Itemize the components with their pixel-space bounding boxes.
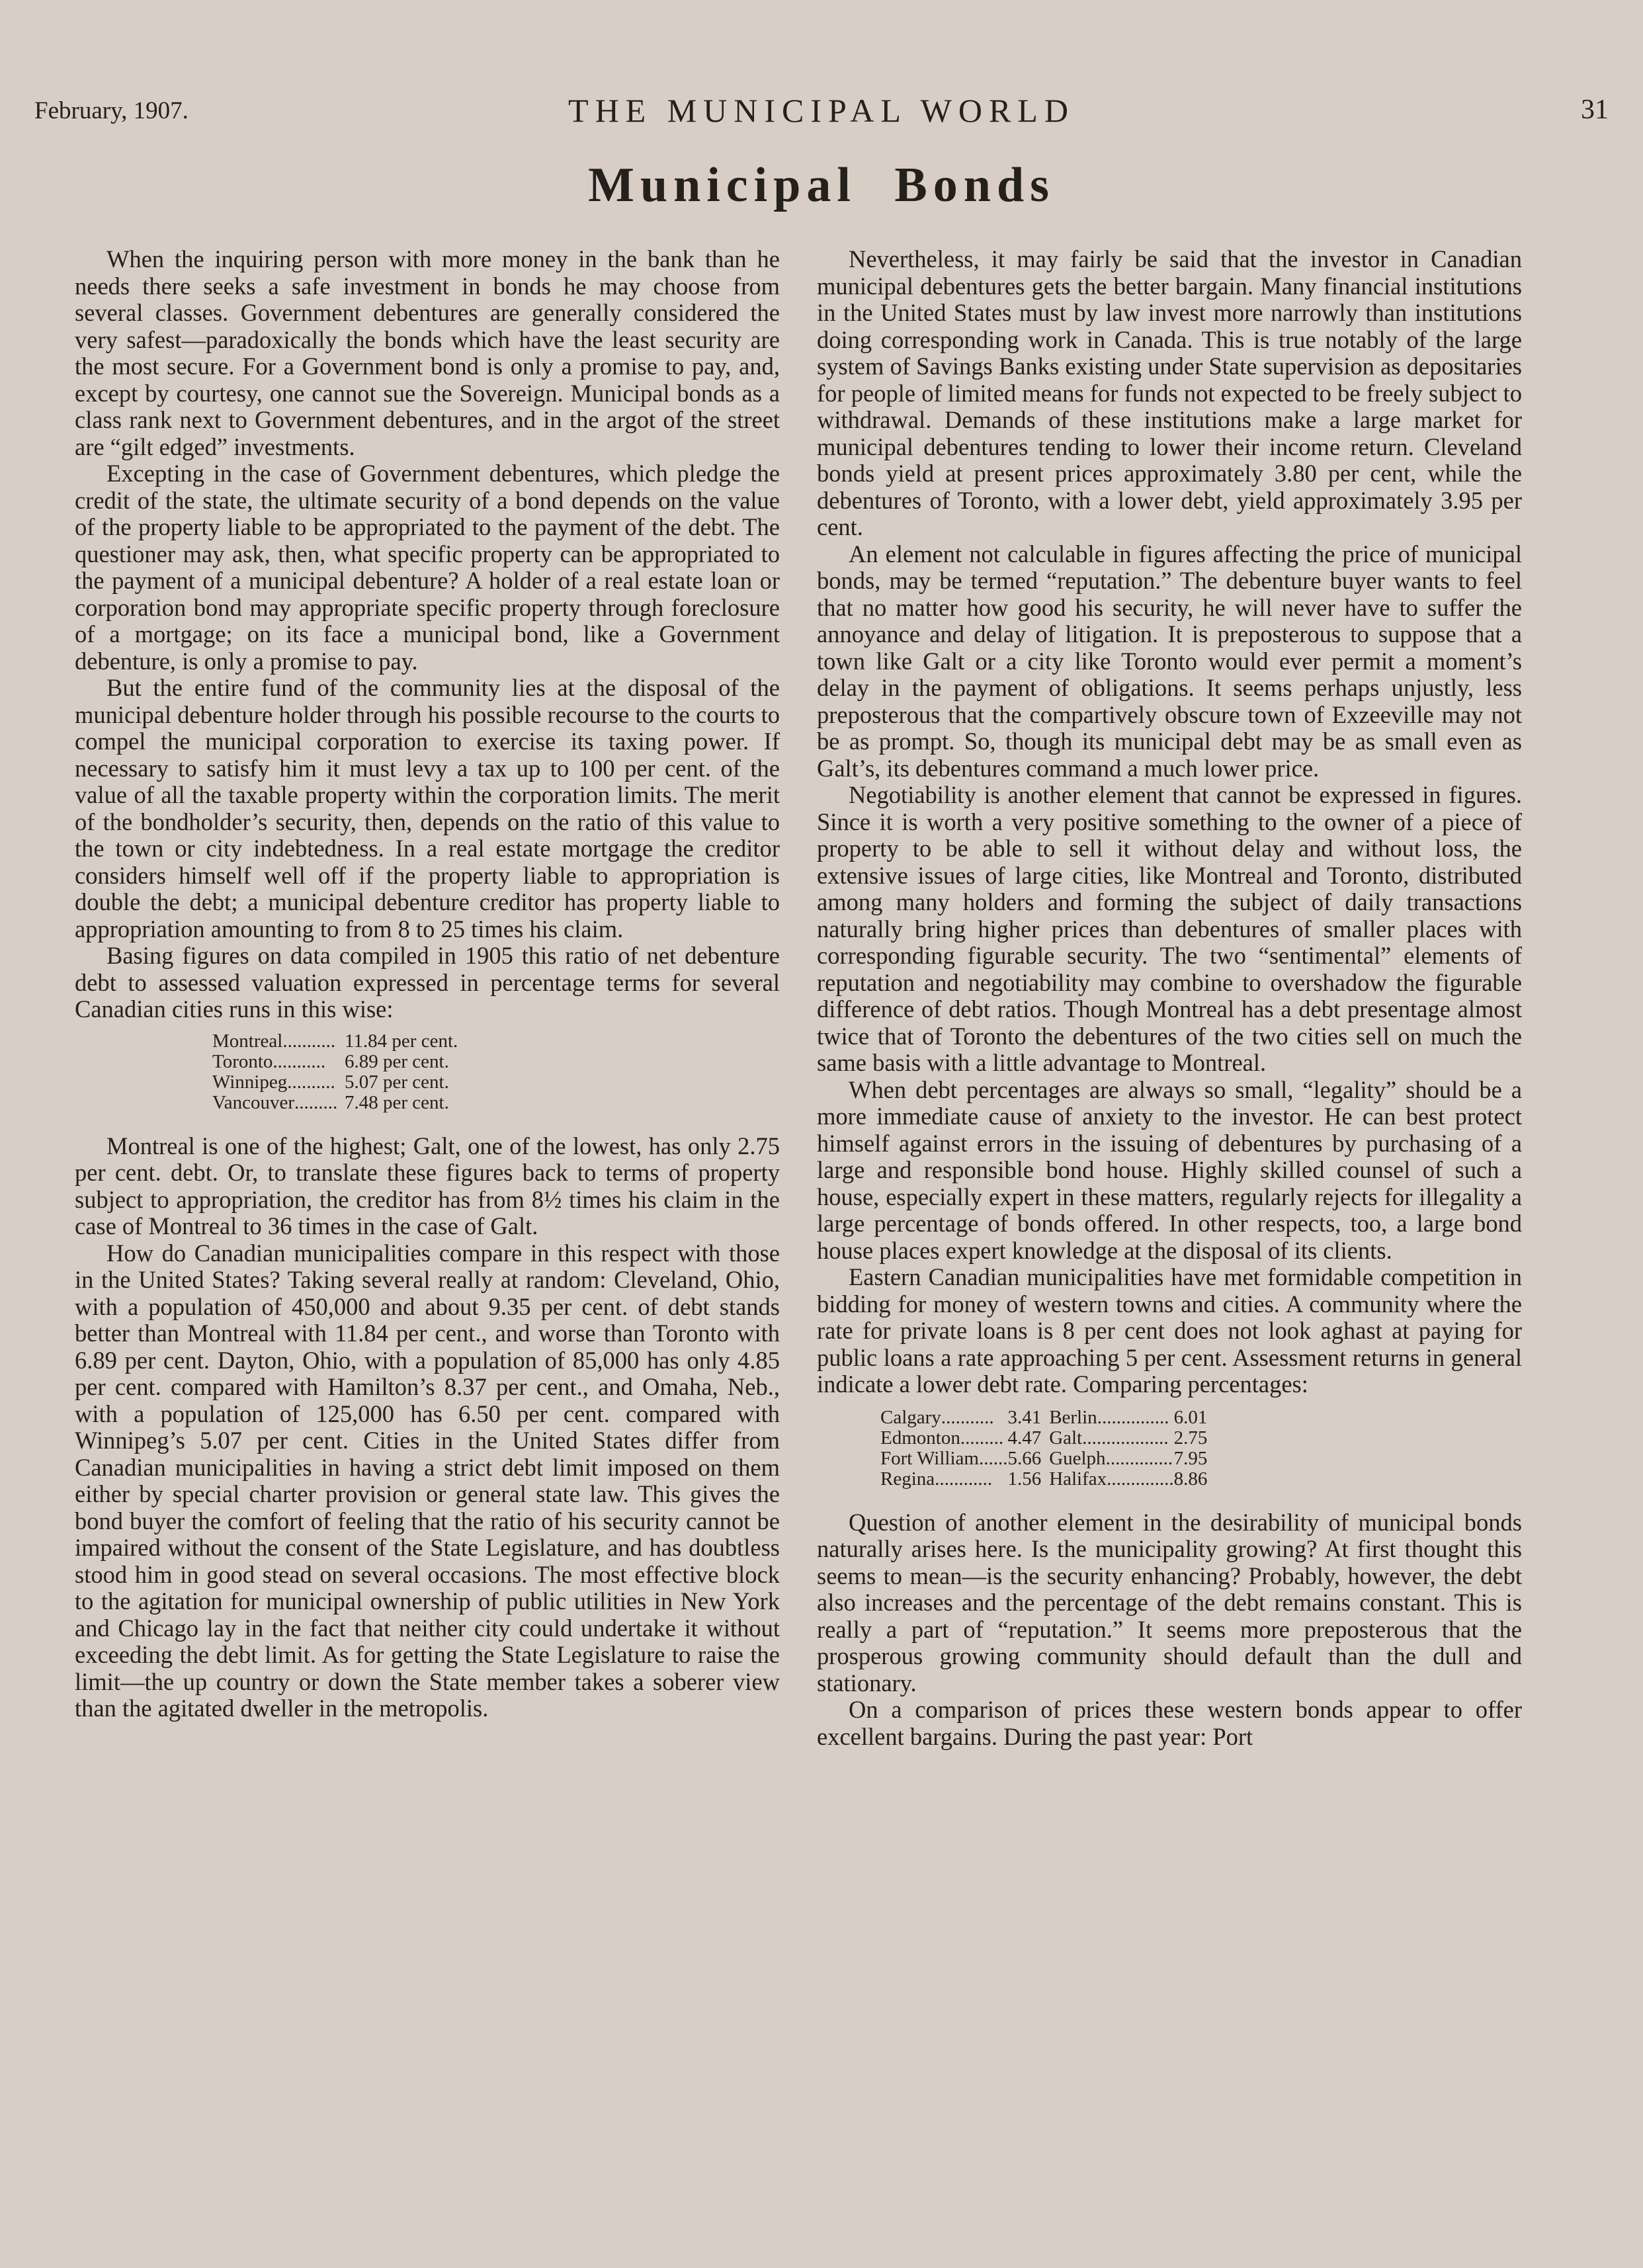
paragraph: When debt percentages are always so small, “legality” should be a more immediate cause of anxiety to the investor. He can best protect himself against errors in the issuing of debentures by purchasing of a large and responsible bond house. Highly skilled counsel of such a house, especially expert in these matters, regularly rejects for illegality a large percentage of bonds offered. In other respects, too, a large bond house places expert knowledge at the disposal of its clients. bbox=[817, 1075, 1522, 1264]
page-number: 31 bbox=[1581, 95, 1609, 125]
table-gap bbox=[1041, 1428, 1049, 1449]
paragraph: Montreal is one of the highest; Galt, one of the lowest, has only 2.75 per cent. debt. Or, to translate these figures back to terms of property subject to appropriation, the creditor has from 8½ times his claim in the case of Montreal to 36 times in the case of Galt. bbox=[75, 1132, 780, 1239]
table-cell-city: Calgary........... bbox=[880, 1406, 994, 1428]
table-cell-value: 11.84 per cent. bbox=[345, 1030, 458, 1052]
table-row bbox=[880, 1469, 1207, 1490]
table-cell-city: Edmonton......... bbox=[880, 1427, 1004, 1449]
table-cell-city: Toronto........... bbox=[212, 1050, 326, 1072]
table-gap bbox=[1041, 1449, 1049, 1469]
paragraph: Negotiability is another element that cannot be expressed in figures. Since it is worth a very positive something to the owner of a piece of property to be able to sell it without delay and without loss, the extensive issues of large cities, like Montreal and Toronto, distributed among many holders and forming the subject of daily transactions naturally bring higher prices than debentures of smaller places with corresponding figurable security. The two “sentimental” elements of reputation and negotiability may combine to overshadow the figurable difference of debt ratios. Though Montreal has a debt presentage almost twice that of Toronto the debentures of the two cities sell on much the same basis with a little advantage to Montreal. bbox=[817, 781, 1522, 1076]
table-row bbox=[212, 1052, 458, 1072]
issue-date: February, 1907. bbox=[34, 97, 189, 124]
paragraph: Eastern Canadian municipalities have met formidable competition in bidding for money of western towns and cities. A community where the rate for private loans is 8 per cent does not look aghast at paying for public loans a rate approaching 5 per cent. Assessment returns in general indicate a lower debt rate. Comparing percentages: bbox=[817, 1263, 1522, 1398]
western-debt-table bbox=[880, 1407, 1207, 1490]
table-row bbox=[880, 1407, 1207, 1428]
paragraph: Basing figures on data compiled in 1905 this ratio of net debenture debt to assessed valuation expressed in percentage terms for several Canadian cities runs in this wise: bbox=[75, 942, 780, 1023]
paragraph: Excepting in the case of Government debentures, which pledge the credit of the state, the ultimate security of a bond depends on the value of the property liable to be appropriated to the payment of the debt. The questioner may ask, then, what specific property can be appropriated to the payment of a municipal debenture? A holder of a real estate loan or corporation bond may appropriate specific property through foreclosure of a mortgage; on its face a municipal bond, like a Government debenture, is only a promise to pay. bbox=[75, 460, 780, 675]
table-cell-city: Fort William...... bbox=[880, 1447, 1008, 1469]
paragraph: When the inquiring person with more money in the bank than he needs there seeks a safe investment in bonds he may choose from several classes. Government debentures are generally considered the very safest—paradoxically the bonds which have the least security are the most secure. For a Government bond is only a promise to pay, and, except by courtesy, one cannot sue the Sovereign. Municipal bonds as a class rank next to Government debentures, and in the argot of the street are “gilt edged” investments. bbox=[75, 245, 780, 460]
table-cell-city: Regina............ bbox=[880, 1468, 993, 1490]
right-column bbox=[817, 246, 1522, 1750]
paragraph: An element not calculable in figures affecting the price of municipal bonds, may be termed “reputation.” The debenture buyer wants to feel that no matter how good his security, he will never have to suffer the annoyance and delay of litigation. It is preposterous to suppose that a town like Galt or a city like Toronto would ever permit a moment’s delay in the payment of obligations. It seems perhaps unjustly, less preposterous that the compartively obscure town of Exzeeville may not be as prompt. So, though its municipal debt may be as small even as Galt’s, its debentures command a much lower price. bbox=[817, 540, 1522, 782]
table-cell-value: 3.41 bbox=[1007, 1406, 1042, 1428]
table-cell-value: 7.95 bbox=[1173, 1447, 1208, 1469]
paragraph: On a comparison of prices these western bonds appear to offer excellent bargains. During the past year: Port bbox=[817, 1696, 1522, 1750]
article-title: Municipal Bonds bbox=[588, 158, 1055, 212]
paragraph: But the entire fund of the community lies at the disposal of the municipal debenture holder through his possible recourse to the courts to compel the municipal corporation to exercise its taxing power. If necessary to satisfy him it must levy a tax up to 100 per cent. of the value of all the taxable property within the corporation limits. The merit of the bondholder’s security, then, depends on the ratio of this value to the town or city indebtedness. In a real estate mortgage the creditor considers himself well off if the property liable to appropriation is double the debt; a municipal debenture creditor has property liable to appropriation amounting to from 8 to 25 times his claim. bbox=[75, 674, 780, 943]
table-row bbox=[212, 1072, 458, 1093]
running-head bbox=[34, 91, 1609, 131]
table-row bbox=[212, 1093, 458, 1113]
table-cell-value: 1.56 bbox=[1007, 1468, 1042, 1490]
table-cell-city: Guelph.............. bbox=[1049, 1447, 1173, 1469]
table-gap bbox=[1041, 1469, 1049, 1490]
paragraph: Nevertheless, it may fairly be said that the investor in Canadian municipal debentures gets the better bargain. Many financial institutions in the United States must by law invest more narrowly than institutions doing corresponding work in Canada. This is true notably of the large system of Savings Banks existing under State supervision as depositaries for people of limited means for funds not expected to be freely subject to withdrawal. Demands of these institutions make a large market for municipal debentures tending to lower their income return. Cleveland bonds yield at present prices approximately 3.80 per cent, while the debentures of Toronto, with a lower debt, yield approximately 3.95 per cent. bbox=[817, 245, 1522, 540]
table-cell-value: 6.01 bbox=[1173, 1406, 1208, 1428]
table-cell-city: Halifax.............. bbox=[1049, 1468, 1174, 1490]
table-cell-city: Vancouver......... bbox=[212, 1091, 338, 1113]
table-row bbox=[880, 1449, 1207, 1469]
table-cell-value: 8.86 bbox=[1173, 1468, 1208, 1490]
table-cell-city: Winnipeg.......... bbox=[212, 1071, 335, 1093]
table-cell-value: 4.47 bbox=[1007, 1427, 1042, 1449]
table-cell-value: 5.66 bbox=[1007, 1447, 1042, 1469]
table-cell-value: 5.07 per cent. bbox=[345, 1071, 449, 1093]
publication-title: THE MUNICIPAL WORLD bbox=[568, 92, 1075, 129]
table-cell-city: Berlin............... bbox=[1049, 1406, 1169, 1428]
paragraph: Question of another element in the desirability of municipal bonds naturally arises here. Is the municipality growing? At first thought this seems to mean—is the security enhancing? Probably, however, the debt also increases and the percentage of the debt remains constant. This is really a part of “reputation.” It seems more preposterous that the prosperous growing community should default than the dull and stationary. bbox=[817, 1508, 1522, 1697]
paragraph: How do Canadian municipalities compare in this respect with those in the United States? Taking several really at random: Cleveland, Ohio, with a population of 450,000 and about 9.35 per cent. of debt stands better than Montreal with 11.84 per cent., and worse than Toronto with 6.89 per cent. Dayton, Ohio, with a population of 85,000 has only 4.85 per cent. compared with Hamilton’s 8.37 per cent., and Omaha, Neb., with a population of 125,000 has 6.50 per cent. compared with Winnipeg’s 5.07 per cent. Cities in the United States differ from Canadian municipalities in having a strict debt limit imposed on them either by special charter provision or general state law. This gives the bond buyer the comfort of feeling that the ratio of his security cannot be impaired without the consent of the State Legislature, and has doubtless stood him in good stead on several occasions. The most effective block to the agitation for municipal ownership of public utilities in New York and Chicago lay in the fact that neither city could undertake it without exceeding the debt limit. As for getting the State Legislature to raise the limit—the up country or down the State member takes a soberer view than the agitated dweller in the metropolis. bbox=[75, 1239, 780, 1722]
left-column bbox=[75, 246, 780, 1722]
table-cell-city: Galt.................. bbox=[1049, 1427, 1169, 1449]
table-cell-city: Montreal........... bbox=[212, 1030, 336, 1052]
table-row bbox=[880, 1428, 1207, 1449]
debt-ratio-table bbox=[212, 1031, 458, 1113]
table-gap bbox=[1041, 1407, 1049, 1428]
table-cell-value: 6.89 per cent. bbox=[345, 1050, 449, 1072]
table-row bbox=[212, 1031, 458, 1052]
table-cell-value: 7.48 per cent. bbox=[345, 1091, 449, 1113]
table-cell-value: 2.75 bbox=[1173, 1427, 1208, 1449]
